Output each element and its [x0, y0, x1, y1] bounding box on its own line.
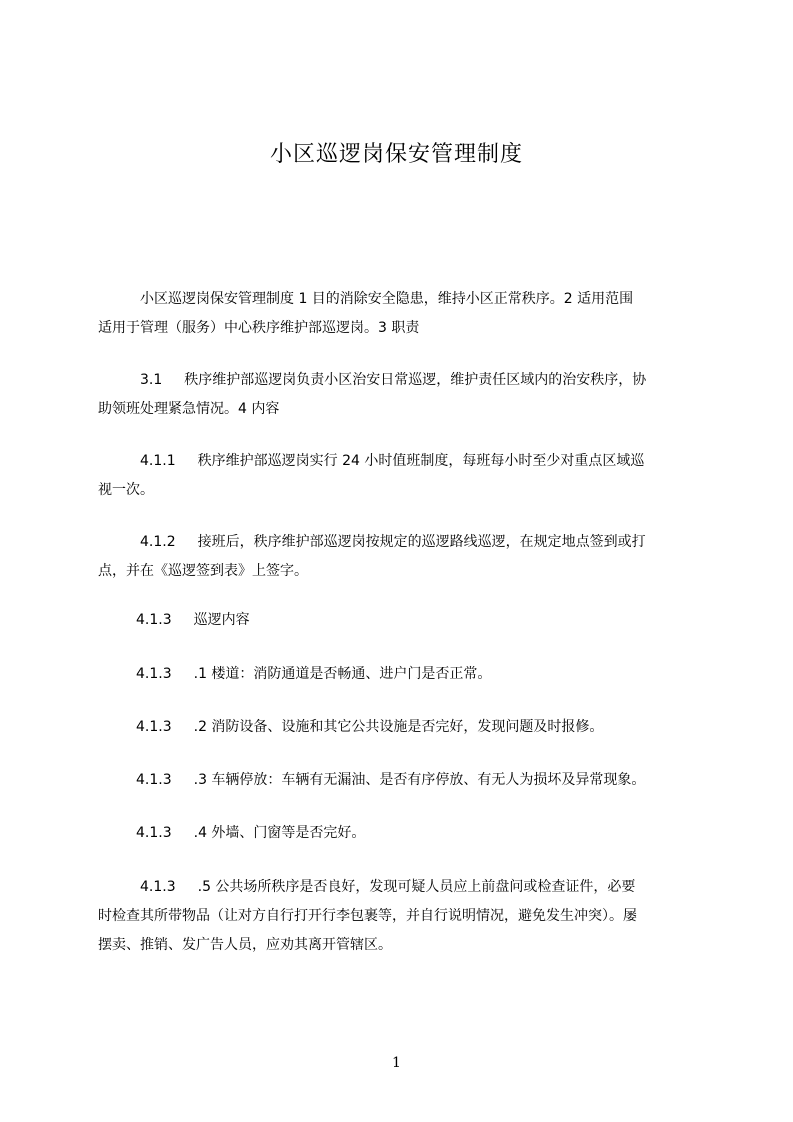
paragraph-purpose-scope — [98, 285, 706, 343]
section-number: 4.1.1 — [140, 453, 176, 469]
paragraph-line: 小区巡逻岗保安管理制度 1 目的消除安全隐患，维持小区正常秩序。2 适用范围 — [140, 291, 634, 307]
paragraph-4-1-1 — [98, 447, 706, 505]
paragraph-line: 4.1.1 秩序维护部巡逻岗实行 24 小时值班制度，每班每小时至少对重点区域巡 — [140, 453, 645, 469]
paragraph-4-1-3-4 — [98, 819, 706, 848]
paragraph-line: 助领班处理紧急情况。4 内容 — [98, 401, 280, 417]
paragraph-line: 4.1.3 .5 公共场所秩序是否良好，发现可疑人员应上前盘问或检查证件，必要 — [140, 879, 636, 895]
paragraph-line: 4.1.3 .1 楼道：消防通道是否畅通、进户门是否正常。 — [136, 666, 492, 682]
paragraph-line: 4.1.3 .2 消防设备、设施和其它公共设施是否完好，发现问题及时报修。 — [136, 719, 604, 735]
paragraph-line: 4.1.3 .3 车辆停放：车辆有无漏油、是否有序停放、有无人为损坏及异常现象。 — [136, 772, 646, 788]
section-number: 4.1.3 — [136, 612, 172, 628]
paragraph-line: 摆卖、推销、发广告人员，应劝其离开管辖区。 — [98, 937, 392, 953]
section-number: 3.1 — [140, 372, 163, 388]
section-number: 4.1.3 — [140, 879, 176, 895]
paragraph-4-1-3-1 — [98, 660, 706, 689]
paragraph-3-1 — [98, 366, 706, 424]
paragraph-4-1-3 — [98, 606, 706, 635]
section-number: 4.1.3 — [136, 825, 172, 841]
paragraph-line: 4.1.2 接班后，秩序维护部巡逻岗按规定的巡逻路线巡逻，在规定地点签到或打 — [140, 534, 646, 550]
paragraph-4-1-2 — [98, 528, 706, 586]
paragraph-4-1-3-5 — [98, 873, 706, 960]
section-number: 4.1.2 — [140, 534, 176, 550]
page-number: 1 — [392, 1055, 401, 1071]
paragraph-4-1-3-3 — [98, 766, 706, 795]
paragraph-line: 时检查其所带物品（让对方自行打开行李包裹等，并自行说明情况，避免发生冲突）。屡 — [98, 908, 637, 924]
paragraph-line: 3.1 秩序维护部巡逻岗负责小区治安日常巡逻，维护责任区域内的治安秩序，协 — [140, 372, 647, 388]
paragraph-line: 视一次。 — [98, 482, 154, 498]
section-number: 4.1.3 — [136, 772, 172, 788]
paragraph-line: 4.1.3 巡逻内容 — [136, 612, 250, 628]
section-number: 4.1.3 — [136, 719, 172, 735]
paragraph-line: 点，并在《巡逻签到表》上签字。 — [98, 563, 308, 579]
paragraph-line: 适用于管理（服务）中心秩序维护部巡逻岗。3 职责 — [98, 320, 420, 336]
paragraph-line: 4.1.3 .4 外墙、门窗等是否完好。 — [136, 825, 366, 841]
document-title: 小区巡逻岗保安管理制度 — [269, 142, 523, 167]
paragraph-4-1-3-2 — [98, 713, 706, 742]
section-number: 4.1.3 — [136, 666, 172, 682]
